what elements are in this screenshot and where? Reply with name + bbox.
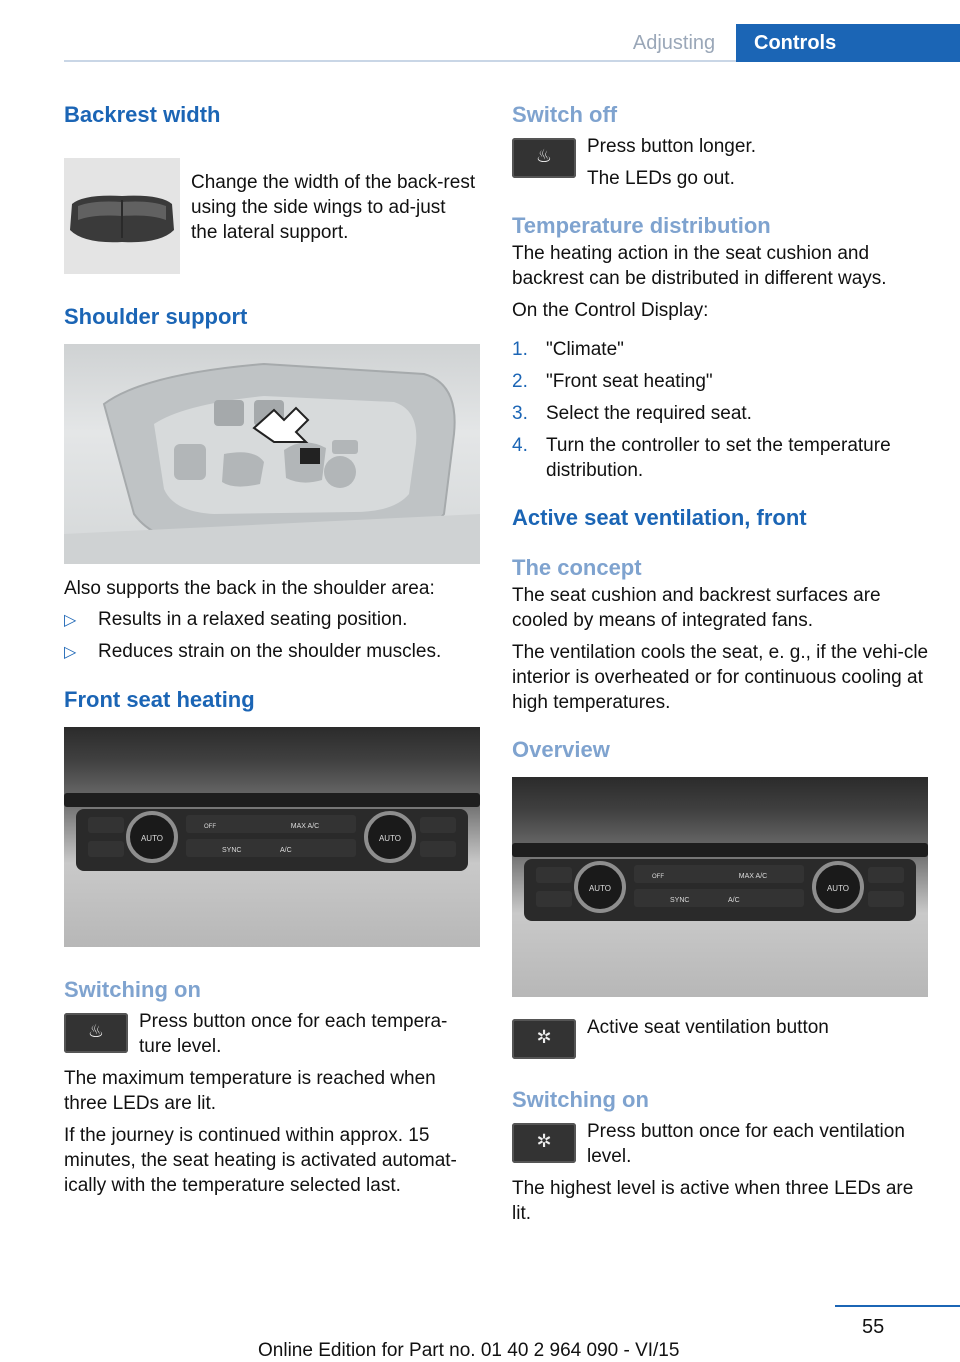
distribution-text: The heating action in the seat cushion and backrest can be distributed in different ways. — [512, 243, 887, 289]
switch-off-line2: The LEDs go out. — [587, 168, 735, 189]
switch-off-line1: Press button longer. — [587, 136, 756, 157]
footer-rule — [835, 1305, 960, 1307]
shoulder-intro: Also supports the back in the shoulder area: — [64, 578, 435, 599]
footer-edition: Online Edition for Part no. 01 40 2 964 090 - VI/15 — [258, 1340, 680, 1361]
ventilation-overview-photo — [512, 777, 928, 997]
shoulder-title: Shoulder support — [64, 304, 248, 329]
overview-title: Overview — [512, 737, 610, 762]
distribution-title: Temperature distribution — [512, 213, 771, 238]
off-label: OFF — [652, 874, 664, 880]
seat-heating-icon: ♨ — [535, 146, 553, 167]
ventilation-switching-on-title: Switching on — [512, 1087, 649, 1112]
distribution-step: 3. Select the required seat. — [512, 403, 752, 424]
distribution-step: 2. "Front seat heating" — [512, 371, 713, 392]
page-number: 55 — [862, 1316, 885, 1338]
seat-ventilation-icon: ✲ — [536, 1131, 552, 1152]
auto-label-left: AUTO — [588, 884, 612, 893]
concept-title: The concept — [512, 555, 642, 580]
maxac-label: MAX A/C — [738, 873, 768, 880]
ac-label: A/C — [728, 897, 740, 904]
concept-p2: The ventilation cools the seat, e. g., if the vehi-cle interior is overheated or for continuous cooling at high temperatures. — [512, 642, 929, 713]
ac-label: A/C — [280, 847, 292, 854]
heating-p2: If the journey is continued within approx. 15 minutes, the seat heating is activated automat-ically with the temperature selected last. — [64, 1125, 457, 1196]
distribution-steps — [512, 337, 930, 483]
header-section: Adjusting — [632, 31, 716, 54]
heating-switching-on-title: Switching on — [64, 977, 201, 1002]
shoulder-bullet: ▷ Reduces strain on the shoulder muscles. — [64, 639, 484, 664]
sync-label: SYNC — [222, 847, 242, 854]
seat-heating-button — [64, 1013, 128, 1053]
ventilation-p-last: The highest level is active when three LEDs are lit. — [512, 1178, 914, 1224]
auto-label-left: AUTO — [140, 834, 164, 843]
shoulder-bullets — [64, 607, 484, 664]
seat-ventilation-icon: ✲ — [536, 1027, 552, 1048]
concept-p1: The seat cushion and backrest surfaces are cooled by means of integrated fans. — [512, 585, 881, 631]
auto-label-right: AUTO — [826, 884, 850, 893]
ventilation-button-caption: Active seat ventilation button — [587, 1017, 829, 1038]
seat-ventilation-button — [512, 1019, 576, 1059]
shoulder-support-photo — [64, 344, 480, 564]
distribution-step: 1. "Climate" — [512, 339, 624, 360]
shoulder-bullet: ▷ Results in a relaxed seating position. — [64, 607, 484, 632]
backrest-switch-illustration — [64, 158, 180, 274]
climate-panel-illustration — [64, 727, 480, 947]
climate-panel-illustration — [512, 777, 928, 997]
seat-heating-button-off — [512, 138, 576, 178]
header-chapter: Controls — [736, 24, 960, 62]
distribution-intro: On the Control Display: — [512, 300, 709, 321]
maxac-label: MAX A/C — [290, 823, 320, 830]
ventilation-title: Active seat ventilation, front — [512, 505, 807, 530]
heating-title: Front seat heating — [64, 687, 255, 712]
off-label: OFF — [204, 824, 216, 830]
ventilation-switching-on-text: Press button once for each ventilation level. — [587, 1121, 905, 1167]
seat-ventilation-button-on — [512, 1123, 576, 1163]
auto-label-right: AUTO — [378, 834, 402, 843]
backrest-width-image — [64, 158, 180, 274]
sync-label: SYNC — [670, 897, 690, 904]
switch-off-title: Switch off — [512, 102, 618, 127]
climate-panel-photo — [64, 727, 480, 947]
heating-switching-on-text: Press button once for each tempera-ture level. — [139, 1011, 448, 1057]
right-column — [512, 100, 930, 1226]
backrest-text: Change the width of the back-rest using the side wings to ad-just the lateral support. — [191, 172, 476, 243]
heating-p1: The maximum temperature is reached when three LEDs are lit. — [64, 1068, 436, 1114]
distribution-step: 4. Turn the controller to set the temperature distribution. — [512, 435, 891, 481]
seat-heating-icon: ♨ — [87, 1021, 105, 1042]
left-column — [64, 100, 484, 1198]
backrest-title: Backrest width — [64, 102, 221, 127]
seat-control-illustration — [64, 344, 480, 564]
